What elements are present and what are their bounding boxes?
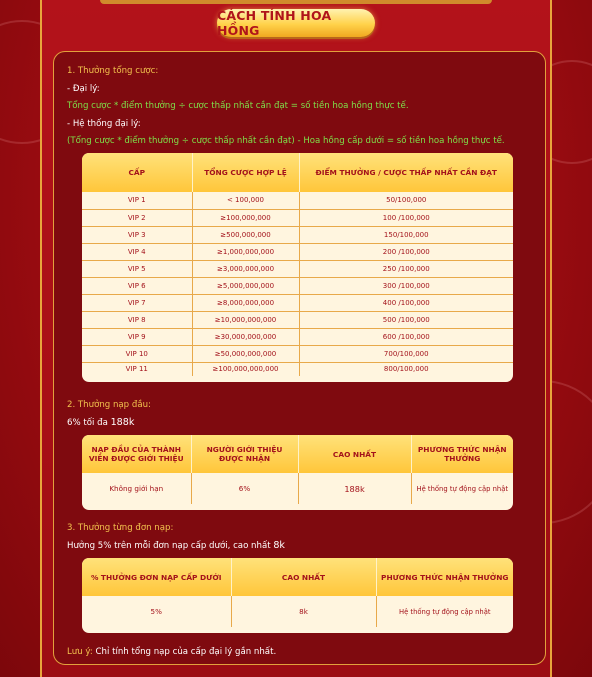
vip-bet-cell: ≥30,000,000,000 bbox=[192, 328, 299, 345]
first-deposit-member-cell: Không giới hạn bbox=[82, 473, 191, 507]
per-deposit-percent-cell: 5% bbox=[82, 596, 231, 630]
table-row bbox=[82, 345, 513, 362]
first-deposit-table bbox=[82, 435, 513, 510]
vip-points-cell: 150/100,000 bbox=[299, 226, 513, 243]
vip-bet-cell: ≥10,000,000,000 bbox=[192, 311, 299, 328]
vip-level-cell: VIP 8 bbox=[82, 311, 192, 328]
first-deposit-header-row bbox=[82, 435, 513, 473]
vip-col-total-bet: TỔNG CƯỢC HỢP LỆ bbox=[192, 153, 299, 192]
vip-points-cell: 50/100,000 bbox=[299, 192, 513, 209]
vip-points-cell: 100 /100,000 bbox=[299, 209, 513, 226]
vip-bet-cell: < 100,000 bbox=[192, 192, 299, 209]
vip-points-cell: 500 /100,000 bbox=[299, 311, 513, 328]
vip-bet-cell: ≥50,000,000,000 bbox=[192, 345, 299, 362]
table-row bbox=[82, 243, 513, 260]
first-deposit-col-referrer: NGƯỜI GIỚI THIỆU ĐƯỢC NHẬN bbox=[191, 435, 298, 473]
vip-points-cell: 700/100,000 bbox=[299, 345, 513, 362]
vip-bet-cell: ≥100,000,000 bbox=[192, 209, 299, 226]
vip-points-cell: 600 /100,000 bbox=[299, 328, 513, 345]
vip-col-points: ĐIỂM THƯỞNG / CƯỢC THẤP NHẤT CẦN ĐẠT bbox=[299, 153, 513, 192]
vip-level-cell: VIP 1 bbox=[82, 192, 192, 209]
vip-level-cell: VIP 3 bbox=[82, 226, 192, 243]
per-deposit-header-row bbox=[82, 558, 513, 596]
table-row bbox=[82, 226, 513, 243]
vip-level-cell: VIP 6 bbox=[82, 277, 192, 294]
vip-points-cell: 400 /100,000 bbox=[299, 294, 513, 311]
vip-level-cell: VIP 10 bbox=[82, 345, 192, 362]
section2-note-prefix: 6% tối đa bbox=[67, 418, 111, 428]
per-deposit-max-cell: 8k bbox=[231, 596, 376, 630]
section3-heading: 3. Thưởng từng đơn nạp: bbox=[67, 523, 174, 533]
vip-points-cell: 250 /100,000 bbox=[299, 260, 513, 277]
table-row bbox=[82, 362, 513, 379]
system-label: - Hệ thống đại lý: bbox=[67, 119, 141, 129]
page-title-text: CÁCH TÍNH HOA HỒNG bbox=[217, 8, 332, 38]
vip-level-cell: VIP 4 bbox=[82, 243, 192, 260]
per-deposit-col-max: CAO NHẤT bbox=[231, 558, 376, 596]
first-deposit-method-cell: Hệ thống tự động cập nhật bbox=[416, 484, 509, 493]
vip-bet-cell: ≥1,000,000,000 bbox=[192, 243, 299, 260]
vip-level-cell: VIP 5 bbox=[82, 260, 192, 277]
section3-note-prefix: Hưởng 5% trên mỗi đơn nạp cấp dưới, cao nhất bbox=[67, 541, 274, 551]
per-deposit-col-method: PHƯƠNG THỨC NHẬN THƯỞNG bbox=[376, 558, 513, 596]
table-row bbox=[82, 311, 513, 328]
footer-note bbox=[67, 647, 276, 658]
vip-points-cell: 300 /100,000 bbox=[299, 277, 513, 294]
table-row bbox=[82, 294, 513, 311]
vip-points-cell: 800/100,000 bbox=[383, 365, 429, 374]
agent-label: - Đại lý: bbox=[67, 84, 100, 94]
first-deposit-col-method: PHƯƠNG THỨC NHẬN THƯỞNG bbox=[411, 435, 513, 473]
vip-bet-cell: ≥100,000,000,000 bbox=[192, 362, 299, 379]
table-row bbox=[82, 277, 513, 294]
vip-points-cell: 200 /100,000 bbox=[299, 243, 513, 260]
table-row bbox=[82, 209, 513, 226]
vip-level-cell: VIP 9 bbox=[82, 328, 192, 345]
section1-heading: 1. Thưởng tổng cược: bbox=[67, 66, 159, 76]
section2-note-value: 188k bbox=[110, 417, 135, 428]
per-deposit-method-cell: Hệ thống tự động cập nhật bbox=[398, 607, 491, 616]
table-row bbox=[82, 596, 513, 630]
vip-table-header-row bbox=[82, 153, 513, 192]
per-deposit-table bbox=[82, 558, 513, 633]
vip-level-cell: VIP 11 bbox=[82, 362, 192, 379]
section3-note-value: 8k bbox=[273, 540, 285, 551]
vip-bet-cell: ≥8,000,000,000 bbox=[192, 294, 299, 311]
agent-formula: Tổng cược * điểm thưởng ÷ cược thấp nhất cần đạt = số tiền hoa hồng thực tế. bbox=[67, 101, 409, 111]
section2-heading: 2. Thưởng nạp đầu: bbox=[67, 400, 151, 410]
vip-level-cell: VIP 7 bbox=[82, 294, 192, 311]
footer-note-label: Lưu ý: bbox=[67, 647, 93, 657]
system-formula: (Tổng cược * điểm thưởng ÷ cược thấp nhất cần đạt) - Hoa hồng cấp dưới = số tiền hoa hồng thực tế. bbox=[67, 136, 505, 146]
vip-col-level: CẤP bbox=[82, 153, 192, 192]
per-deposit-col-percent: % THƯỞNG ĐƠN NẠP CẤP DƯỚI bbox=[82, 558, 231, 596]
first-deposit-col-member: NẠP ĐẦU CỦA THÀNH VIÊN ĐƯỢC GIỚI THIỆU bbox=[82, 435, 191, 473]
first-deposit-max-cell: 188k bbox=[298, 473, 411, 507]
vip-bet-cell: ≥5,000,000,000 bbox=[192, 277, 299, 294]
first-deposit-referrer-cell: 6% bbox=[191, 473, 298, 507]
section3-note bbox=[67, 540, 285, 552]
vip-table bbox=[82, 153, 513, 382]
vip-bet-cell: ≥3,000,000,000 bbox=[192, 260, 299, 277]
page-title bbox=[217, 9, 375, 37]
table-row bbox=[82, 260, 513, 277]
footer-note-text: Chỉ tính tổng nạp của cấp đại lý gần nhất. bbox=[92, 647, 277, 657]
table-row bbox=[82, 473, 513, 507]
section2-note bbox=[67, 417, 134, 429]
table-row bbox=[82, 328, 513, 345]
table-row bbox=[82, 192, 513, 209]
top-band bbox=[100, 0, 492, 4]
vip-bet-cell: ≥500,000,000 bbox=[192, 226, 299, 243]
first-deposit-col-max: CAO NHẤT bbox=[298, 435, 411, 473]
vip-level-cell: VIP 2 bbox=[82, 209, 192, 226]
